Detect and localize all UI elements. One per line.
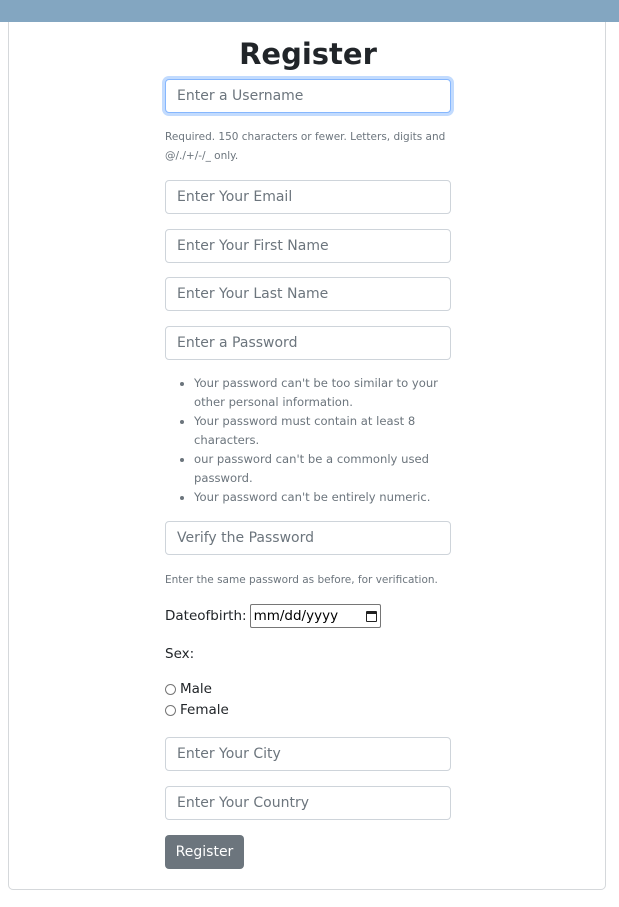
female-radio[interactable] <box>165 705 176 716</box>
password-rule: • Your password can't be too similar to your other personal information. <box>194 374 455 412</box>
username-help-text: Required. 150 characters or fewer. Letters, digits and @/./+/-/_ only. <box>165 131 446 162</box>
city-input[interactable] <box>165 737 451 771</box>
date-of-birth-value: mm/dd/yyyy <box>253 608 339 624</box>
password-rule: • Your password must contain at least 8 characters. <box>194 412 455 450</box>
username-input[interactable] <box>165 79 451 113</box>
verify-help-text: Enter the same password as before, for verification. <box>165 574 438 586</box>
female-radio-label: Female <box>180 702 229 718</box>
sex-label: Sex: <box>165 646 195 662</box>
password-rule: • Your password can't be entirely numeric. <box>194 488 455 507</box>
email-input[interactable] <box>165 180 451 214</box>
register-button[interactable]: Register <box>165 835 244 869</box>
page-title: Register <box>239 37 377 71</box>
male-radio[interactable] <box>165 684 176 695</box>
sex-option-male[interactable] <box>165 680 212 698</box>
last-name-input[interactable] <box>165 277 451 311</box>
verify-password-input[interactable] <box>165 521 451 555</box>
date-of-birth-input[interactable] <box>250 604 381 628</box>
password-input[interactable] <box>165 326 451 360</box>
calendar-icon[interactable] <box>366 611 377 622</box>
male-radio-label: Male <box>180 681 212 697</box>
date-of-birth-label: Dateofbirth: <box>165 608 247 624</box>
top-bar <box>0 0 619 22</box>
sex-option-female[interactable] <box>165 701 229 719</box>
password-rule: • our password can't be a commonly used password. <box>194 450 455 488</box>
password-rules-list <box>165 374 455 507</box>
date-of-birth-row <box>165 604 381 628</box>
first-name-input[interactable] <box>165 229 451 263</box>
country-input[interactable] <box>165 786 451 820</box>
